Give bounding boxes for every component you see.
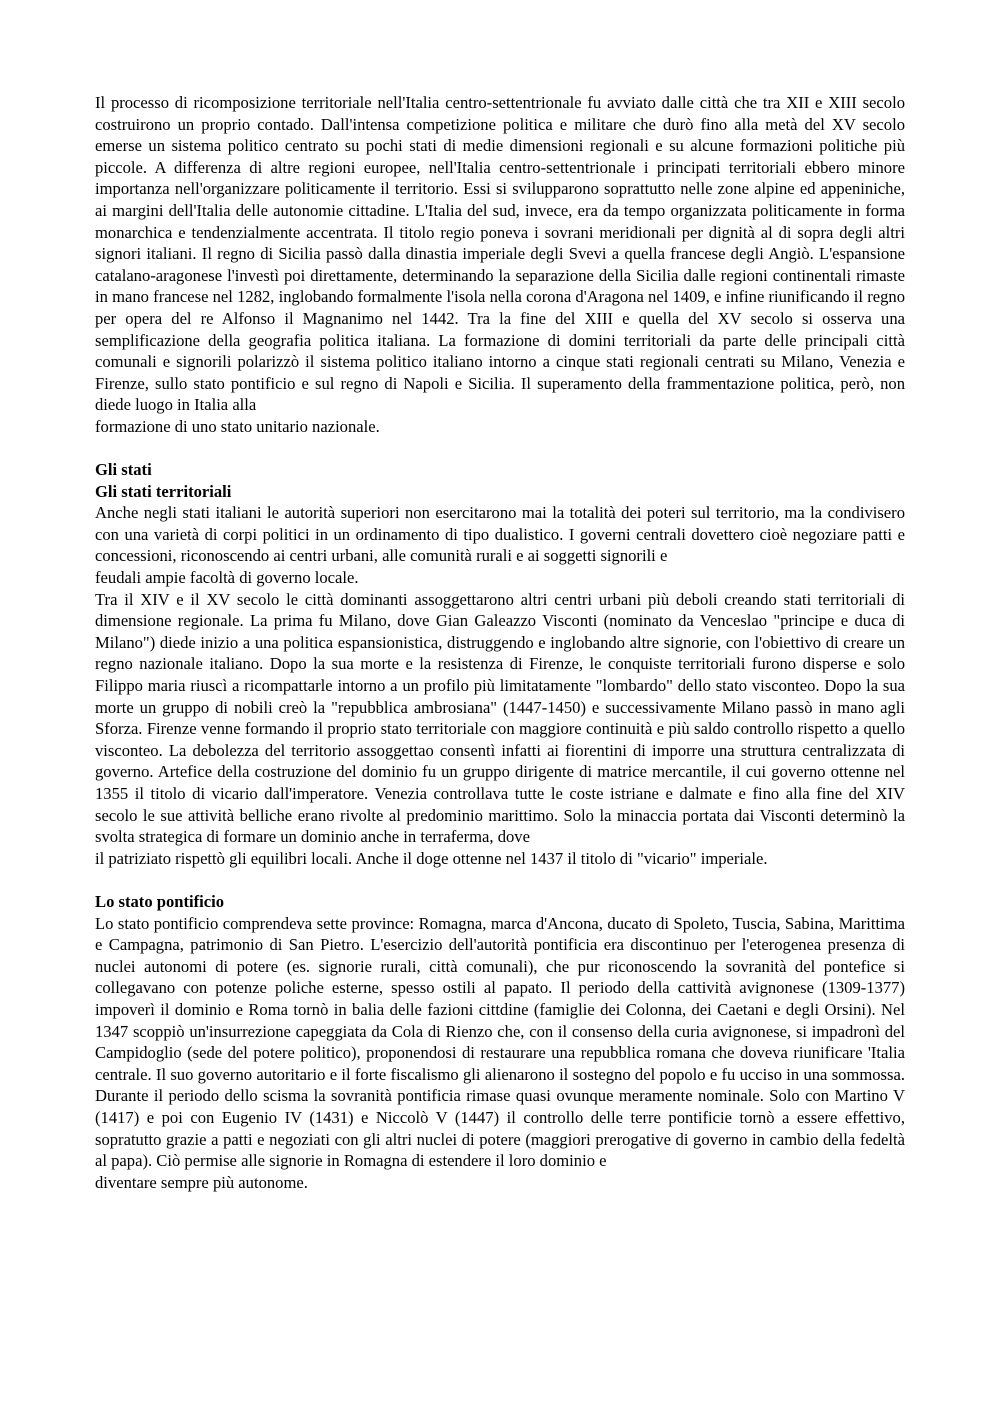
intro-paragraph: Il processo di ricomposizione territoriale nell'Italia centro-settentrionale fu avviato dalle città che tra XII e XIII secolo costruirono un proprio contado. Dall'intensa competizione politica e militare che durò fino alla metà del XV secolo emerse un sistema politico centrato su pochi stati di medie dimensioni regionali e su alcune formazioni politiche più piccole. A differenza di altre regioni europee, nell'Italia centro-settentrionale i principati territoriali ebbero minore importanza nell'organizzare politicamente il territorio. Essi si svilupparono soprattutto nelle zone alpine ed appeniniche, ai margini dell'Italia delle autonomie cittadine. L'Italia del sud, invece, era da tempo organizzata politicamente in forma monarchica e tendenzialmente accentrata. Il titolo regio poneva i sovrani meridionali per dignità al di sopra degli altri signori italiani. Il regno di Sicilia passò dalla dinastia imperiale degli Svevi a quella francese degli Angiò. L'espansione catalano-aragonese l'investì poi direttamente, determinando la separazione della Sicilia dalle regioni continentali rimaste in mano francese nel 1282, inglobando formalmente l'isola nella corona d'Aragona nel 1409, e infine riunificando il regno per opera del re Alfonso il Magnanimo nel 1442. Tra la fine del XIII e quella del XV secolo si osserva una semplificazione della geografia politica italiana. La formazione di domini territoriali da parte delle principali città comunali e signorili polarizzò il sistema politico italiano intorno a cinque stati regionali centrati su Milano, Venezia e Firenze, sullo stato pontificio e sul regno di Napoli e Sicilia. Il superamento della frammentazione politica, però, non diede luogo in Italia alla bbox=[95, 93, 905, 415]
intro-paragraph-last-line: formazione di uno stato unitario nazionale. bbox=[95, 416, 380, 436]
stati-paragraph-2: Tra il XIV e il XV secolo le città dominanti assoggettarono altri centri urbani più deboli creando stati territoriali di dimensione regionale. La prima fu Milano, dove Gian Galeazzo Visconti (nominato da Venceslao "principe e duca di Milano") diede inizio a una politica espansionistica, distruggendo e inglobando altre signorie, con l'obiettivo di creare un regno nazionale italiano. Dopo la sua morte e la resistenza di Firenze, le conquiste territoriali furono disperse e solo Filippo maria riuscì a ricompattarle intorno a un profilo più limitatamente "lombardo" dello stato visconteo. Dopo la sua morte un gruppo di nobili creò la "repubblica ambrosiana" (1447-1450) e successivamente Milano passò in mano agli Sforza. Firenze venne formando il proprio stato territoriale con maggiore continuità e più saldo controllo rispetto a quello visconteo. La debolezza del territorio assoggettao consentì infatti ai fiorentini di imporre una struttura centralizzata di governo. Artefice della costruzione del dominio fu un gruppo dirigente di matrice mercantile, il cui governo ottenne nel 1355 il titolo di vicario dall'imperatore. Venezia controllava tutte le coste istriane e dalmate e fino alla fine del XIV secolo le sue attività belliche erano rivolte al predominio marittimo. Solo la minaccia portata dai Visconti determinò la svolta strategica di formare un dominio anche in terraferma, dove bbox=[95, 589, 905, 847]
stati-paragraph-2-last-line: il patriziato rispettò gli equilibri locali. Anche il doge ottenne nel 1437 il titolo di "vicario" imperiale. bbox=[95, 848, 768, 868]
heading-gli-stati: Gli stati bbox=[95, 460, 152, 480]
pontificio-paragraph: Lo stato pontificio comprendeva sette province: Romagna, marca d'Ancona, ducato di Spoleto, Tuscia, Sabina, Marittima e Campagna, patrimonio di San Pietro. L'esercizio dell'autorità pontificia era discontinuo per l'eterogenea presenza di nuclei autonomi di potere (es. signorie rurali, città comunali), che pur riconoscendo la sovranità del pontefice si collegavano con potenze poliche esterne, spesso ostili al papato. Il periodo della cattività avignonese (1309-1377) impoverì il dominio e Roma tornò in balia delle fazioni cittdine (famiglie dei Colonna, dei Caetani e degli Orsini). Nel 1347 scoppiò un'insurrezione capeggiata da Cola di Rienzo che, con il consenso della curia avignonese, si impadronì del Campidoglio (sede del potere politico), proponendosi di restaurare una repubblica romana che doveva riunificare 'Italia centrale. Il suo governo autoritario e il forte fiscalismo gli alienarono il sostegno del popolo e fu ucciso in una sommossa. Durante il periodo dello scisma la sovranità pontificia rimase quasi ovunque meramente nominale. Solo con Martino V (1417) e poi con Eugenio IV (1431) e Niccolò V (1447) il controllo delle terre pontificie tornò a essere effettivo, sopratutto grazie a patti e negoziati con gli altri nuclei di potere (maggiori prerogative di governo in cambio della fedeltà al papa). Ciò permise alle signorie in Romagna di estendere il loro dominio e bbox=[95, 913, 905, 1171]
stati-paragraph-1-last-line: feudali ampie facoltà di governo locale. bbox=[95, 568, 359, 588]
document-page bbox=[95, 92, 905, 1193]
heading-stati-territoriali: Gli stati territoriali bbox=[95, 481, 232, 501]
pontificio-paragraph-last-line: diventare sempre più autonome. bbox=[95, 1172, 308, 1192]
section-gap bbox=[95, 438, 905, 460]
heading-stato-pontificio: Lo stato pontificio bbox=[95, 891, 225, 911]
stati-paragraph-1: Anche negli stati italiani le autorità superiori non esercitarono mai la totalità dei poteri sul territorio, ma la condivisero con una varietà di corpi politici in un ordinamento di tipo dualistico. I governi centrali dovettero cioè negoziare patti e concessioni, riconoscendo ai centri urbani, alle comunità rurali e ai soggetti signorili e bbox=[95, 503, 905, 566]
section-gap bbox=[95, 869, 905, 891]
